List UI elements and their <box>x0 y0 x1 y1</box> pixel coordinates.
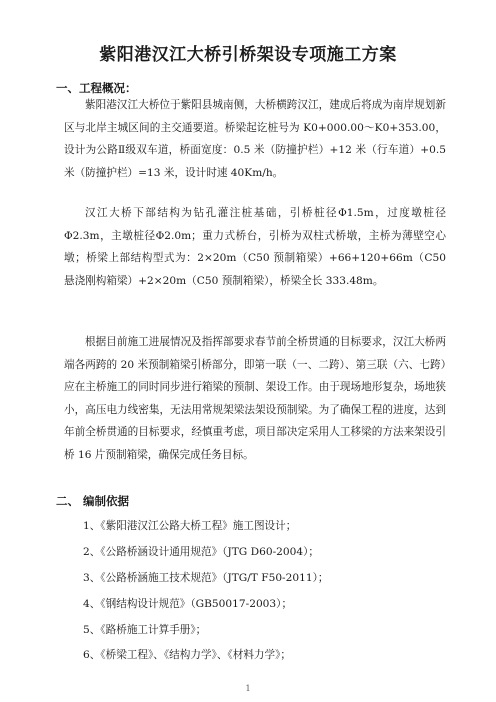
section-heading-basis: 二、 编制依据 <box>56 494 130 508</box>
reference-item: 5、《路桥施工计算手册》； <box>83 624 207 636</box>
section-heading-overview: 一、工程概况： <box>56 81 137 95</box>
reference-item: 1、《紫阳港汉江公路大桥工程》施工图设计； <box>83 520 297 532</box>
paragraph-overview-1: 紫阳港汉江大桥位于紫阳县城南侧，大桥横跨汉江，建成后将成为南岸规划新区与北岸主城区间的主交通要道。桥梁起讫桩号为 K0+000.00～K0+353.00，设计为公路Ⅱ级双车道，桥面宽度：0.5 米（防撞护栏）+12 米（行车道）+0.5 米（防撞护栏）=13 米，设计时速 40Km/h。 <box>64 99 446 179</box>
document-title: 紫阳港汉江大桥引桥架设专项施工方案 <box>99 45 397 65</box>
paragraph-overview-2: 汉江大桥下部结构为钻孔灌注桩基础，引桥桩径Φ1.5m，过度墩桩径Φ2.3m，主墩桩径Φ2.0m；重力式桥台，引桥为双柱式桥墩，主桥为薄壁空心墩；桥梁上部结构型式为：2×20m（C50 预制箱梁）+66+120+66m（C50 悬浇刚构箱梁）+2×20m（C50 预制箱梁），桥梁全长 333.48m。 <box>64 207 446 287</box>
reference-item: 2、《公路桥涵设计通用规范》（JTG D60-2004）； <box>83 546 319 558</box>
reference-item: 4、《钢结构设计规范》（GB50017-2003）； <box>83 598 293 610</box>
page-number: 1 <box>245 684 251 693</box>
reference-item: 3、《公路桥涵施工技术规范》（JTG/T F50-2011）； <box>83 572 329 584</box>
paragraph-overview-3: 根据目前施工进展情况及指挥部要求春节前全桥贯通的目标要求，汉江大桥两端各两跨的 20 米预制箱梁引桥部分，即第一联（一、二跨）、第三联（六、七跨）应在主桥施工的同时同步进行箱梁的预制、架设工作。由于现场地形复杂，场地狭小，高压电力线密集，无法用常规架梁法架设预制梁。为了确保工程的进度，达到年前全桥贯通的目标要求，经慎重考虑，项目部决定采用人工移梁的方法来架设引桥 16 片预制箱梁，确保完成任务目标。 <box>64 336 446 461</box>
reference-item: 6、《桥梁工程》、《结构力学》、《材料力学》； <box>83 649 292 661</box>
